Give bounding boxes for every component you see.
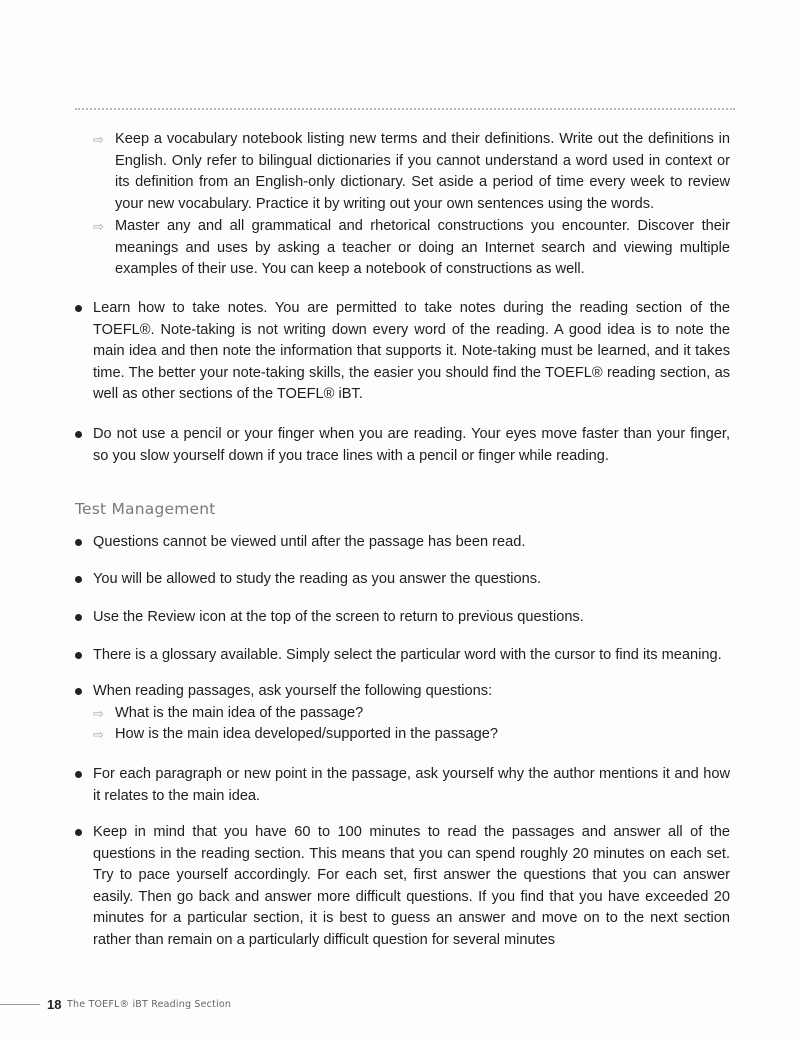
bullet-icon — [75, 688, 82, 695]
bullet-item-tm-1 — [75, 532, 730, 554]
bullet-icon — [75, 771, 82, 778]
bullet-item-tm-2 — [75, 569, 730, 591]
bullet-text: Questions cannot be viewed until after the passage has been read. — [93, 534, 526, 550]
bullet-item-no-pencil — [75, 424, 730, 467]
bullet-icon — [75, 576, 82, 583]
sub-item-main-idea-developed — [93, 724, 730, 746]
bullet-item-take-notes — [75, 298, 730, 406]
bullet-text: Do not use a pencil or your finger when you are reading. Your eyes move faster than your finger, so you slow yourself down if you trace lines with a pencil or finger while reading. — [93, 426, 730, 464]
arrow-icon: ⇨ — [93, 132, 104, 147]
bullet-item-tm-4 — [75, 645, 730, 667]
bullet-item-tm-3 — [75, 607, 730, 629]
bullet-text: There is a glossary available. Simply select the particular word with the cursor to find its meaning. — [93, 647, 722, 663]
bullet-item-tm-5 — [75, 681, 730, 703]
page-number: 18 — [47, 997, 62, 1012]
bullet-text: Learn how to take notes. You are permitted to take notes during the reading section of the TOEFL®. Note-taking is not writing down every word of the reading. A good idea is to note the main idea and then note the information that supports it. Note-taking must be learned, and it takes time. The better your note-taking skills, the easier you should find the TOEFL® reading section, as well as other sections of the TOEFL® iBT. — [93, 300, 730, 402]
sub-item-main-idea — [93, 703, 730, 725]
sub-item-text: How is the main idea developed/supported in the passage? — [115, 726, 498, 742]
list-item-vocabulary-notebook — [93, 129, 730, 215]
section-heading: Test Management — [75, 500, 216, 518]
bullet-icon — [75, 431, 82, 438]
list-item-text: Master any and all grammatical and rhetorical constructions you encounter. Discover their meanings and uses by asking a teacher or doing an Internet search and viewing multiple examples of their use. You can keep a notebook of constructions as well. — [115, 218, 730, 277]
bullet-text: When reading passages, ask yourself the following questions: — [93, 683, 493, 699]
bullet-text: Keep in mind that you have 60 to 100 minutes to read the passages and answer all of the questions in the reading section. This means that you can spend roughly 20 minutes on each set. Try to pace yourself accordingly. For each set, first answer the questions that you can answer easily. Then go back and answer more difficult questions. If you find that you have exceeded 20 minutes for a particular section, it is best to guess an answer and move on to the next section rather than remain on a particularly difficult question for several minutes — [93, 824, 730, 948]
list-item-grammar-constructions — [93, 216, 730, 281]
sub-item-text: What is the main idea of the passage? — [115, 705, 364, 721]
header-divider — [75, 108, 735, 110]
footer-rule — [0, 1004, 40, 1005]
list-item-text: Keep a vocabulary notebook listing new terms and their definitions. Write out the definitions in English. Only refer to bilingual dictionaries if you cannot understand a word used in context or its definition from an English-only dictionary. Set aside a period of time every week to review your new vocabulary. Practice it by writing out your own sentences using the words. — [115, 131, 730, 212]
arrow-icon: ⇨ — [93, 219, 104, 234]
bullet-icon — [75, 539, 82, 546]
bullet-item-tm-6 — [75, 764, 730, 807]
bullet-item-tm-7 — [75, 822, 730, 951]
bullet-text: Use the Review icon at the top of the screen to return to previous questions. — [93, 609, 584, 625]
bullet-icon — [75, 652, 82, 659]
arrow-icon: ⇨ — [93, 727, 104, 742]
bullet-text: For each paragraph or new point in the passage, ask yourself why the author mentions it and how it relates to the main idea. — [93, 766, 730, 804]
arrow-icon: ⇨ — [93, 706, 104, 721]
bullet-icon — [75, 305, 82, 312]
bullet-icon — [75, 614, 82, 621]
bullet-text: You will be allowed to study the reading as you answer the questions. — [93, 571, 542, 587]
running-title: The TOEFL® iBT Reading Section — [67, 999, 232, 1010]
bullet-icon — [75, 829, 82, 836]
